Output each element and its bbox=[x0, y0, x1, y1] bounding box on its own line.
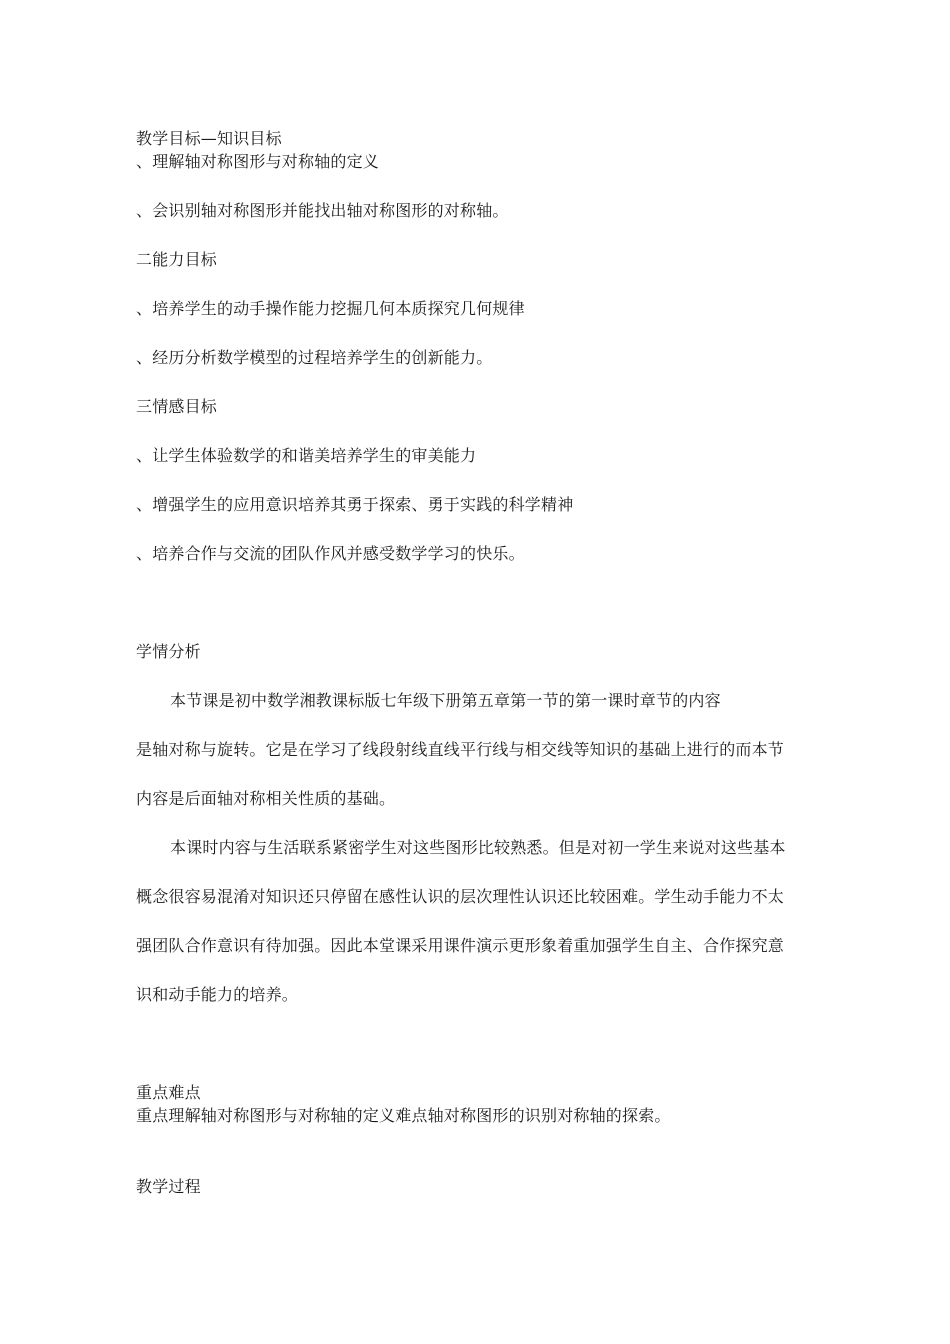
knowledge-item-2: 、会识别轴对称图形并能找出轴对称图形的对称轴。 bbox=[136, 201, 509, 220]
ability-item-2: 、经历分析数学模型的过程培养学生的创新能力。 bbox=[136, 348, 493, 367]
key-points-heading: 重点难点 bbox=[136, 1083, 201, 1102]
analysis-p1-line-1: 本节课是初中数学湘教课标版七年级下册第五章第一节的第一课时章节的内容 bbox=[170, 691, 721, 710]
ability-item-1: 、培养学生的动手操作能力挖掘几何本质探究几何规律 bbox=[136, 299, 525, 318]
emotion-item-3: 、培养合作与交流的团队作风并感受数学学习的快乐。 bbox=[136, 544, 525, 563]
analysis-p2-line-4: 识和动手能力的培养。 bbox=[136, 985, 299, 1004]
knowledge-item-1: 、理解轴对称图形与对称轴的定义 bbox=[136, 152, 380, 171]
process-heading: 教学过程 bbox=[136, 1177, 201, 1196]
analysis-p2-line-2: 概念很容易混淆对知识还只停留在感性认识的层次理性认识还比较困难。学生动手能力不太 bbox=[136, 887, 785, 906]
ability-heading: 二能力目标 bbox=[136, 250, 218, 269]
analysis-p2-line-1: 本课时内容与生活联系紧密学生对这些图形比较熟悉。但是对初一学生来说对这些基本 bbox=[170, 838, 786, 857]
analysis-p1-line-2: 是轴对称与旋转。它是在学习了线段射线直线平行线与相交线等知识的基础上进行的而本节 bbox=[136, 740, 785, 759]
emotion-heading: 三情感目标 bbox=[136, 397, 218, 416]
analysis-p1-line-3: 内容是后面轴对称相关性质的基础。 bbox=[136, 789, 396, 808]
analysis-p2-line-3: 强团队合作意识有待加强。因此本堂课采用课件演示更形象着重加强学生自主、合作探究意 bbox=[136, 936, 785, 955]
analysis-heading: 学情分析 bbox=[136, 642, 201, 661]
key-points-text: 重点理解轴对称图形与对称轴的定义难点轴对称图形的识别对称轴的探索。 bbox=[136, 1106, 671, 1125]
emotion-item-2: 、增强学生的应用意识培养其勇于探索、勇于实践的科学精神 bbox=[136, 495, 574, 514]
objectives-heading: 教学目标—知识目标 bbox=[136, 129, 282, 148]
emotion-item-1: 、让学生体验数学的和谐美培养学生的审美能力 bbox=[136, 446, 477, 465]
